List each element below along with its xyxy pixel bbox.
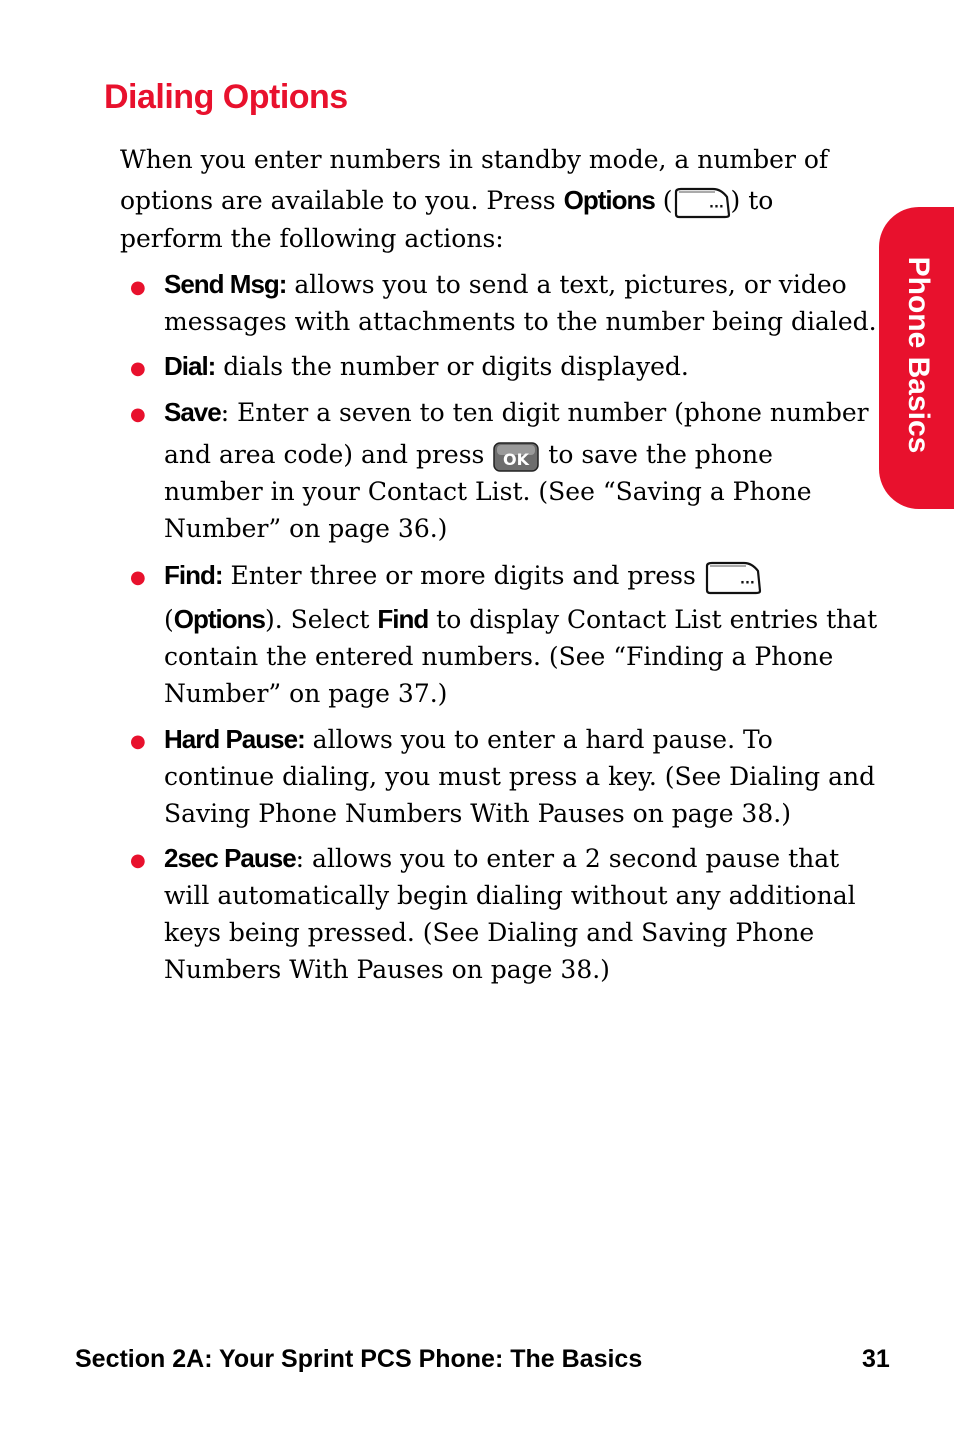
item-line — [164, 394, 869, 431]
list-item-find — [164, 557, 878, 712]
options-term: Options — [563, 185, 655, 215]
intro-paragraph — [120, 140, 880, 257]
item-line: keys being pressed. (See Dialing and Saving Phone — [164, 918, 815, 947]
intro-line-2 — [120, 180, 880, 221]
item-line — [164, 840, 869, 877]
term-find-action: Find — [377, 604, 429, 634]
item-line: Saving Phone Numbers With Pauses on page 38.) — [164, 799, 791, 828]
item-text: to display Contact List entries that — [428, 605, 878, 634]
bullet-icon: ● — [130, 358, 146, 379]
bullet-icon: ● — [130, 567, 146, 588]
intro-line-3: perform the following actions: — [120, 224, 504, 253]
page-number: 31 — [862, 1345, 890, 1373]
item-line: Number” on page 37.) — [164, 679, 448, 708]
item-line: Number” on page 36.) — [164, 514, 448, 543]
intro-line-1: When you enter numbers in standby mode, a number of — [120, 145, 829, 174]
item-line — [164, 266, 869, 303]
svg-text:···: ··· — [739, 576, 755, 591]
bullet-icon: ● — [130, 731, 146, 752]
item-line: number in your Contact List. (See “Saving a Phone — [164, 477, 812, 506]
item-text: allows you to send a text, pictures, or video — [286, 270, 847, 299]
item-text: Enter three or more digits and press — [222, 561, 704, 590]
item-text: and area code) and press — [164, 440, 493, 469]
term-hard-pause: Hard Pause: — [164, 724, 305, 754]
item-text: ). Select — [264, 605, 378, 634]
bullet-icon: ● — [130, 277, 146, 298]
item-line — [164, 721, 869, 758]
item-line: will automatically begin dialing without any additional — [164, 881, 856, 910]
item-line: messages with attachments to the number being dialed. — [164, 307, 877, 336]
page-heading: Dialing Options — [104, 78, 348, 116]
item-line — [164, 431, 869, 473]
footer-section-title: Section 2A: Your Sprint PCS Phone: The Basics — [75, 1345, 643, 1373]
options-softkey-icon — [673, 187, 731, 219]
item-text: allows you to enter a hard pause. To — [304, 725, 773, 754]
term-2sec-pause: 2sec Pause — [164, 843, 296, 873]
ok-key-icon — [492, 441, 540, 473]
term-save: Save — [164, 397, 221, 427]
options-softkey-icon — [704, 561, 762, 595]
term-dial: Dial: — [164, 351, 216, 381]
bullet-icon: ● — [130, 850, 146, 871]
item-text: : Enter a seven to ten digit number (phone number — [220, 398, 869, 427]
item-line — [164, 557, 869, 594]
term-options: Options — [173, 604, 265, 634]
item-line: Numbers With Pauses on page 38.) — [164, 955, 610, 984]
item-line: contain the entered numbers. (See “Finding a Phone — [164, 642, 834, 671]
list-item-dial — [164, 348, 869, 385]
item-line — [164, 348, 869, 385]
item-text: dials the number or digits displayed. — [215, 352, 689, 381]
svg-text:···: ··· — [708, 199, 724, 215]
bullet-icon: ● — [130, 404, 146, 425]
list-item-save — [164, 394, 869, 547]
item-text: to save the phone — [540, 440, 773, 469]
list-item-hard-pause — [164, 721, 876, 832]
term-send-msg: Send Msg: — [164, 269, 287, 299]
item-line: continue dialing, you must press a key. (See Dialing and — [164, 762, 876, 791]
intro-text-to: ) to — [730, 186, 774, 215]
list-item-2sec-pause — [164, 840, 869, 988]
item-line — [164, 594, 878, 638]
ok-key-label: OK — [503, 449, 530, 469]
list-item-send-msg — [164, 266, 877, 340]
intro-text: options are available to you. Press — [120, 186, 564, 215]
item-text: ( — [164, 605, 174, 634]
side-tab-label: Phone Basics — [902, 256, 935, 454]
item-text: : allows you to enter a 2 second pause that — [295, 844, 840, 873]
open-paren: ( — [654, 186, 673, 215]
term-find: Find: — [164, 560, 223, 590]
